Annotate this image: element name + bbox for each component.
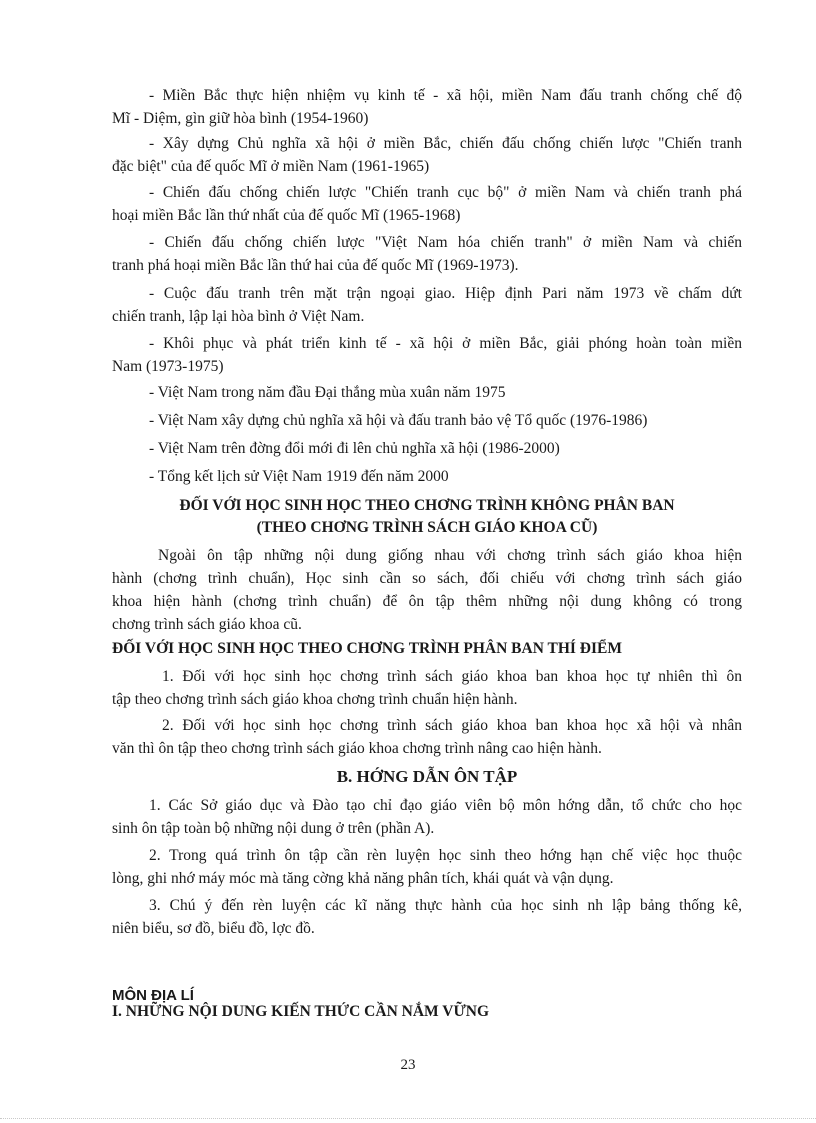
period-item (112, 181, 742, 227)
period-item (112, 409, 742, 432)
period-item (112, 437, 742, 460)
subject-subheading: I. NHỮNG NỘI DUNG KIẾN THỨC CẦN NẮM VỮNG (112, 1003, 490, 1020)
item-line: 1. Các Sở giáo dục và Đào tạo chỉ đạo giáo viên bộ môn hớng dẫn, tổ chức cho học (149, 797, 742, 814)
period-item (112, 282, 742, 328)
section-heading: (THEO CHƠNG TRÌNH SÁCH GIÁO KHOA CŨ) (256, 519, 598, 536)
numbered-item (112, 844, 742, 890)
item-line: 1. Đối với học sinh học chơng trình sách giáo khoa ban khoa học tự nhiên thì ôn (162, 668, 742, 685)
section-heading: ĐỐI VỚI HỌC SINH HỌC THEO CHƠNG TRÌNH PHÂN BAN THÍ ĐIỂM (112, 640, 623, 657)
item-line: văn thì ôn tập theo chơng trình sách giáo khoa chơng trình nâng cao hiện hành. (112, 740, 602, 757)
period-item (112, 465, 742, 488)
numbered-item (112, 665, 742, 711)
page-number: 23 (400, 1057, 416, 1073)
period-line: - Việt Nam trong năm đầu Đại thắng mùa xuân năm 1975 (149, 384, 506, 401)
section-paragraph (112, 544, 742, 636)
period-item (112, 332, 742, 378)
section-b-heading: B. HỚNG DẪN ÔN TẬP (336, 767, 518, 786)
numbered-item (112, 714, 742, 760)
numbered-item (112, 794, 742, 840)
paragraph-line: khoa hiện hành (chơng trình chuẩn) để ôn tập thêm những nội dung không có trong (112, 593, 742, 610)
period-line: Mĩ - Diệm, gìn giữ hòa bình (1954-1960) (112, 110, 369, 127)
section-heading: ĐỐI VỚI HỌC SINH HỌC THEO CHƠNG TRÌNH KHÔNG PHÂN BAN (179, 497, 675, 514)
paragraph-line: hành (chơng trình chuẩn), Học sinh cần so sách, đối chiếu với chơng trình sách giáo (112, 570, 742, 587)
period-line: - Việt Nam xây dựng chủ nghĩa xã hội và đấu tranh bảo vệ Tổ quốc (1976-1986) (149, 412, 648, 429)
item-line: tập theo chơng trình sách giáo khoa chơng trình chuẩn hiện hành. (112, 691, 518, 708)
subject-title: MÔN ĐỊA LÍ (112, 987, 194, 1004)
period-line: - Chiến đấu chống chiến lược "Chiến tranh cục bộ" ở miền Nam và chiến tranh phá (149, 184, 742, 201)
period-line: - Khôi phục và phát triển kinh tế - xã hội ở miền Bắc, giải phóng hoàn toàn miền (149, 335, 742, 352)
item-line: lòng, ghi nhớ máy móc mà tăng cờng khả năng phân tích, khái quát và vận dụng. (112, 870, 614, 887)
item-line: 2. Đối với học sinh học chơng trình sách giáo khoa ban khoa học xã hội và nhân (162, 717, 742, 734)
period-line: - Tổng kết lịch sử Việt Nam 1919 đến năm 2000 (149, 468, 449, 485)
period-line: - Việt Nam trên đờng đổi mới đi lên chủ nghĩa xã hội (1986-2000) (149, 440, 560, 457)
item-line: 3. Chú ý đến rèn luyện các kĩ năng thực hành của học sinh nh lập bảng thống kê, (149, 897, 742, 914)
period-line: - Cuộc đấu tranh trên mặt trận ngoại giao. Hiệp định Pari năm 1973 về chấm dứt (149, 285, 742, 302)
paragraph-line: Ngoài ôn tập những nội dung giống nhau với chơng trình sách giáo khoa hiện (158, 547, 742, 564)
period-item (112, 381, 742, 404)
item-line: niên biểu, sơ đồ, biểu đồ, lợc đồ. (112, 920, 315, 937)
period-item (112, 132, 742, 178)
period-item (112, 84, 742, 130)
item-line: sinh ôn tập toàn bộ những nội dung ở trên (phần A). (112, 820, 435, 837)
period-line: - Xây dựng Chủ nghĩa xã hội ở miền Bắc, chiến đấu chống chiến lược "Chiến tranh (149, 135, 742, 152)
paragraph-line: chơng trình sách giáo khoa cũ. (112, 616, 302, 633)
period-line: Nam (1973-1975) (112, 358, 224, 375)
period-line: - Chiến đấu chống chiến lược "Việt Nam hóa chiến tranh" ở miền Nam và chiến (149, 234, 742, 251)
period-item (112, 231, 742, 277)
period-line: chiến tranh, lập lại hòa bình ở Việt Nam. (112, 308, 365, 325)
numbered-item (112, 894, 742, 940)
period-line: - Miền Bắc thực hiện nhiệm vụ kinh tế - xã hội, miền Nam đấu tranh chống chế độ (149, 87, 742, 104)
page-border (0, 1118, 816, 1119)
period-line: đặc biệt" của đế quốc Mĩ ở miền Nam (1961-1965) (112, 158, 430, 175)
period-line: hoại miền Bắc lần thứ nhất của đế quốc Mĩ (1965-1968) (112, 207, 461, 224)
period-line: tranh phá hoại miền Bắc lần thứ hai của đế quốc Mĩ (1969-1973). (112, 257, 519, 274)
item-line: 2. Trong quá trình ôn tập cần rèn luyện học sinh theo hớng hạn chế việc học thuộc (149, 847, 742, 864)
